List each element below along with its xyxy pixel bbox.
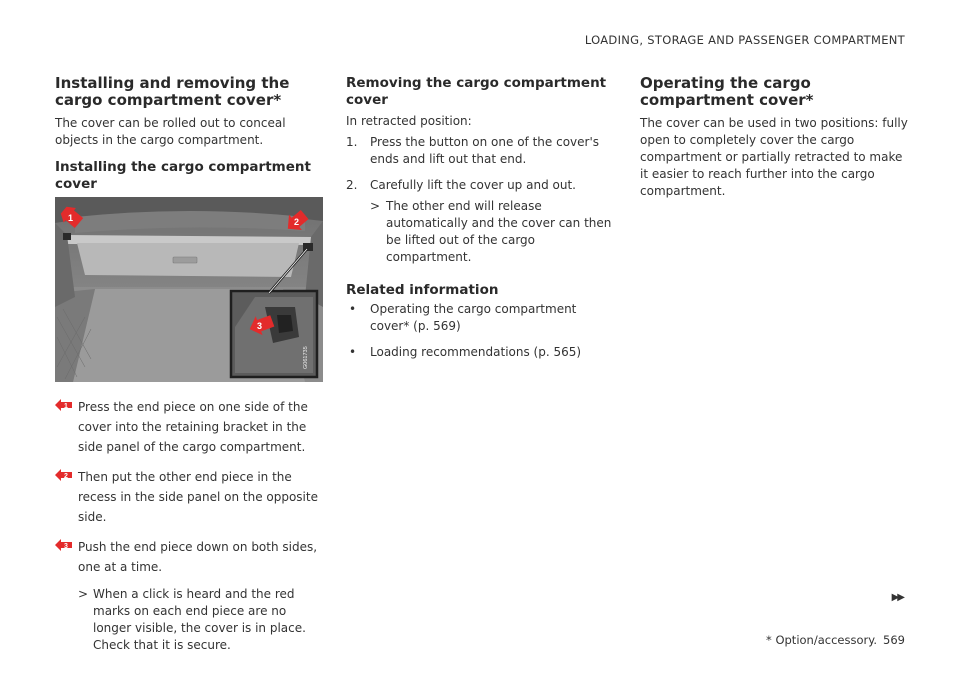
step-item xyxy=(346,134,614,168)
bullet: • xyxy=(349,345,357,359)
callout-2-text: Then put the other end piece in the recess in the side panel on the opposite side. xyxy=(78,470,318,524)
running-header: LOADING, STORAGE AND PASSENGER COMPARTMENT xyxy=(584,33,905,47)
callout-3-marker xyxy=(55,538,73,552)
operating-text: The cover can be used in two positions: fully open to completely cover the cargo compartment or partially retracted to make it easier to reach further into the cargo compartment. xyxy=(640,116,908,198)
related-link[interactable] xyxy=(346,344,614,361)
callout-item-1 xyxy=(55,396,323,456)
related-title: Related information xyxy=(346,282,499,298)
page-number: 569 xyxy=(883,633,905,647)
figure-code: G061735 xyxy=(303,346,309,369)
step-number: 1. xyxy=(346,135,358,149)
callout-2-marker xyxy=(55,468,73,482)
footer-note: * Option/accessory. xyxy=(766,633,878,647)
related-list xyxy=(346,301,614,361)
svg-text:2: 2 xyxy=(64,473,68,480)
step-list xyxy=(346,134,614,266)
callout-item-3 xyxy=(55,536,323,576)
step-item xyxy=(346,177,614,266)
column-removing xyxy=(346,75,614,370)
step-number: 2. xyxy=(346,178,358,192)
svg-text:1: 1 xyxy=(64,403,68,410)
step-text: Carefully lift the cover up and out. xyxy=(370,178,576,192)
step-result-text: The other end will release automatically and the cover can then be lifted out of the cargo compartment. xyxy=(386,199,612,264)
column-installing xyxy=(55,75,323,654)
svg-text:1: 1 xyxy=(68,213,74,223)
column-operating xyxy=(640,75,908,200)
next-page-arrows[interactable]: ▶▶ xyxy=(891,592,903,603)
result-marker: > xyxy=(78,587,89,601)
cargo-cover-svg xyxy=(55,197,323,382)
lead-text: In retracted position: xyxy=(346,114,472,128)
step-result xyxy=(370,198,614,266)
section-title-removing: Removing the cargo compartment cover xyxy=(346,75,607,108)
callout-3-result xyxy=(55,586,323,654)
step-text: Press the button on one of the cover's ends and lift out that end. xyxy=(370,135,600,166)
callout-item-2 xyxy=(55,466,323,526)
svg-text:3: 3 xyxy=(64,543,68,550)
intro-text: The cover can be rolled out to conceal objects in the cargo compartment. xyxy=(55,116,286,147)
svg-text:3: 3 xyxy=(257,321,263,331)
result-text: When a click is heard and the red marks on each end piece are no longer visible, the cover is in place. Check that it is secure. xyxy=(93,587,306,652)
svg-text:2: 2 xyxy=(294,217,300,227)
related-link-text[interactable]: Operating the cargo compartment cover* (p. 569) xyxy=(370,302,577,333)
related-link-text[interactable]: Loading recommendations (p. 565) xyxy=(370,345,582,359)
related-link[interactable] xyxy=(346,301,614,335)
result-marker: > xyxy=(370,199,381,213)
callout-3-text: Push the end piece down on both sides, one at a time. xyxy=(78,540,318,574)
cargo-cover-illustration xyxy=(55,197,323,382)
section-title: Installing and removing the cargo compartment cover* xyxy=(55,74,290,109)
section-title-operating: Operating the cargo compartment cover* xyxy=(640,74,814,109)
bullet: • xyxy=(349,302,357,316)
subsection-title: Installing the cargo compartment cover xyxy=(55,159,311,192)
callout-1-text: Press the end piece on one side of the cover into the retaining bracket in the side panel of the cargo compartment. xyxy=(78,400,308,454)
callout-1-marker xyxy=(55,398,73,412)
page-footer xyxy=(766,633,905,647)
